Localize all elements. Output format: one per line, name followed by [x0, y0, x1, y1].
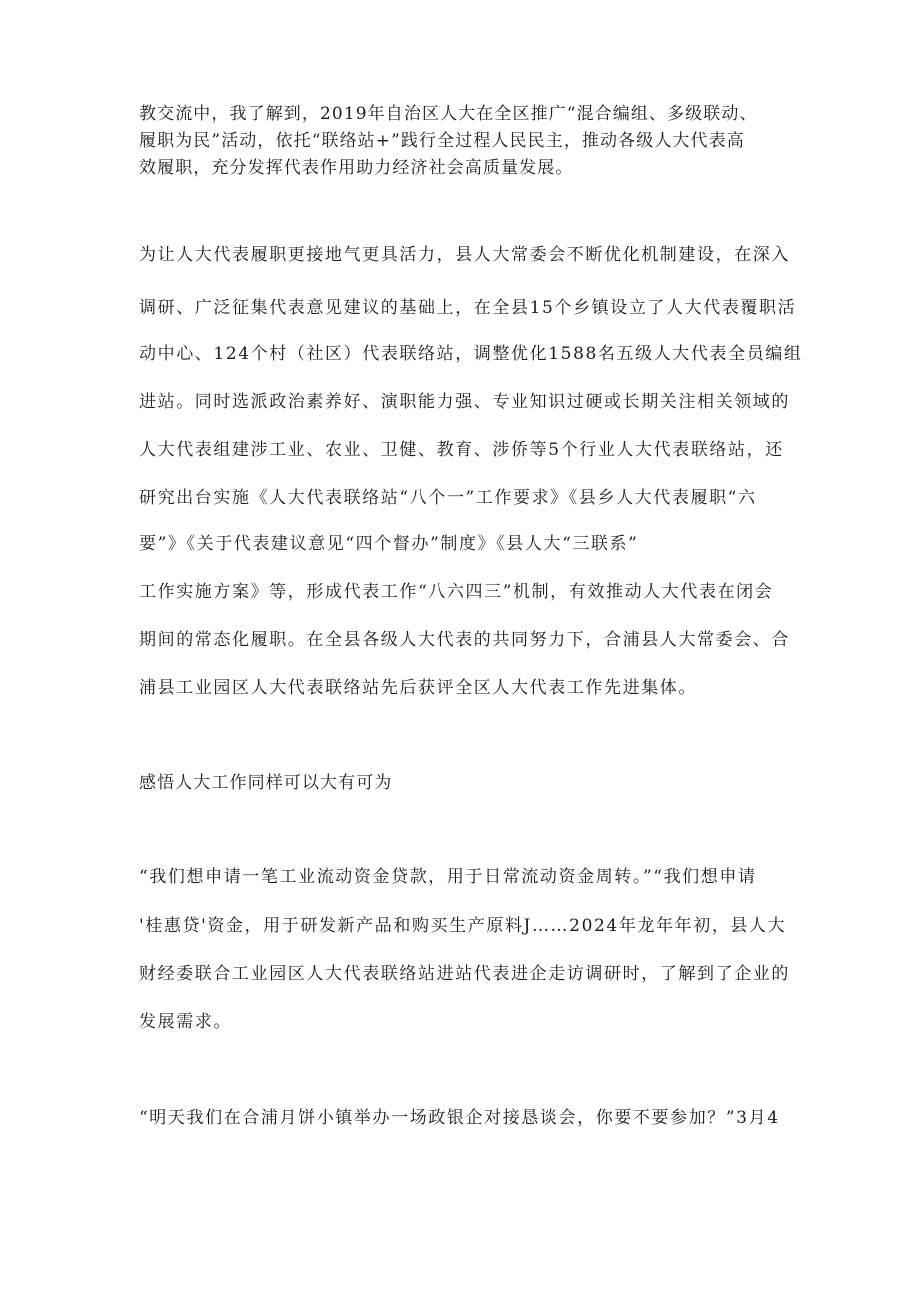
text-line: 人大代表组建涉工业、农业、卫健、教育、涉侨等5个行业人大代表联络站，还 [139, 440, 784, 460]
text-line: 进站。同时选派政治素养好、演职能力强、专业知识过硬或长期关注相关领域的 [139, 392, 790, 412]
text-line: 动中心、124个村（社区）代表联络站，调整优化1588名五级人大代表全员编组 [139, 344, 803, 364]
text-line: 履职为民”活动，依托“联络站+”践行全过程人民民主，推动各级人大代表高 [139, 131, 745, 151]
text-line: 发展需求。 [139, 1012, 232, 1032]
text-line: 教交流中，我了解到，2019年自治区人大在全区推广“混合编组、多级联动、 [139, 104, 758, 124]
text-line: 工作实施方案》等，形成代表工作“八六四三”机制，有效推动人大代表在闭会 [139, 582, 774, 602]
text-line: 调研、广泛征集代表意见建议的基础上，在全县15个乡镇设立了人大代表覆职活 [139, 298, 797, 318]
section-heading: 感悟人大工作同样可以大有可为 [139, 773, 393, 793]
text-line: '桂惠贷'资金，用于研发新产品和购买生产原料J……2024年龙年年初，县人大 [139, 916, 787, 936]
text-line: 效履职，充分发挥代表作用助力经济社会高质量发展。 [139, 158, 574, 178]
text-line: 期间的常态化履职。在全县各级人大代表的共同努力下，合浦县人大常委会、合 [139, 630, 790, 650]
text-line: 要”》《关于代表建议意见“四个督办”制度》《县人大“三联系” [139, 534, 639, 554]
text-line: 研究出台实施《人大代表联络站“八个一”工作要求》《县乡人大代表履职“六 [139, 488, 757, 508]
text-line: 浦县工业园区人大代表联络站先后获评全区人大代表工作先进集体。 [139, 678, 697, 698]
text-line: 为让人大代表履职更接地气更具活力，县人大常委会不断优化机制建设，在深入 [139, 245, 790, 265]
text-line: “我们想申请一笔工业流动资金贷款，用于日常流动资金周转。”“我们想申请 [139, 867, 757, 887]
text-line: “明天我们在合浦月饼小镇举办一场政银企对接恳谈会，你要不要参加？”3月4 [139, 1108, 780, 1128]
text-line: 财经委联合工业园区人大代表联络站进站代表进企走访调研时，了解到了企业的 [139, 964, 790, 984]
